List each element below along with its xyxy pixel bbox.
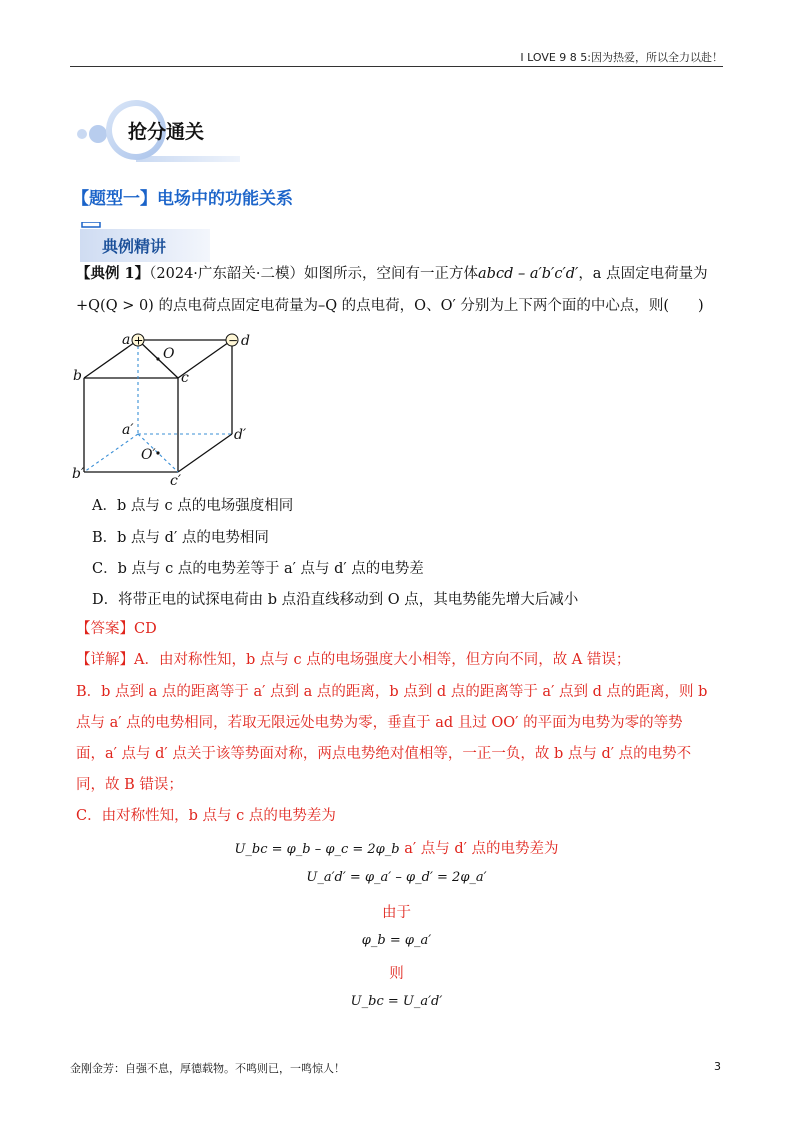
equation-1-tail: a′ 点与 d′ 点的电势差为 [399,841,559,857]
header-divider [70,66,723,67]
answer-line [76,619,157,639]
explanation-line-6: C．由对称性知，b 点与 c 点的电势差为 [76,808,336,824]
plus-charge-symbol: + [133,333,144,348]
section-banner [76,96,256,168]
question-line-1 [76,264,708,284]
question-line-2: +Q(Q > 0) 的点电荷点固定电荷量为–Q 的点电荷，O、O′ 分别为上下两个面的中心点，则( ) [76,298,704,314]
equation-2: U_a′d′ = φ_a′ – φ_d′ = 2φ_a′ [306,870,487,885]
page-footer: 金刚金芳：自强不息，厚德载物。不鸣则已，一鸣惊人！ [70,1062,345,1075]
equation-1: U_bc = φ_b – φ_c = 2φ_b [234,842,400,857]
label-c-prime: c′ [170,473,182,486]
label-O-prime: O′ [141,447,156,463]
label-a-prime: a′ [122,422,134,438]
page-number: 3 [714,1060,721,1073]
section-title: 【题型一】电场中的功能关系 [72,189,293,209]
cube-name: abcd – a′b′c′d′ [478,266,579,282]
banner-label: 抢分通关 [128,121,205,143]
option-d-key: D． [92,592,119,608]
equation-1-line [0,837,793,858]
label-b-prime: b′ [72,466,85,482]
option-d-text: 将带正电的试探电荷由 b 点沿直线移动到 O 点，其电势能先增大后减小 [118,592,579,608]
question-line1-rest: ，a 点固定电荷量为 [578,266,708,282]
option-b-key: B． [92,530,118,546]
option-a-key: A． [92,498,117,514]
explanation-line-2: B．b 点到 a 点的距离等于 a′ 点到 a 点的距离，b 点到 d 点的距离等于 a′ 点到 d 点的距离，则 b [76,684,708,700]
label-a: a [122,332,131,348]
explanation-line-5: 同，故 B 错误； [76,777,183,793]
question-source: （2024·广东韶关·二模）如图所示，空间有一正方体 [149,266,479,282]
cube-diagram [70,326,260,486]
example-box-graphic [80,222,210,262]
cube-figure [70,326,260,490]
option-c [92,557,424,578]
option-d [92,588,578,609]
option-c-text: b 点与 c 点的电势差等于 a′ 点与 d′ 点的电势差 [117,561,424,577]
equation-4: U_bc = U_a′d′ [350,994,443,1009]
word-then: 则 [389,966,404,982]
explanation-line-4: 面，a′ 点与 d′ 点关于该等势面对称，两点电势绝对值相等，一正一负，故 b 点与 d′ 点的电势不 [76,746,692,762]
equation-3: φ_b = φ_a′ [361,933,432,948]
label-c: c [181,370,189,386]
word-since: 由于 [382,905,411,921]
option-b [92,526,269,547]
label-O: O [163,346,175,362]
option-a-text: b 点与 c 点的电场强度相同 [116,498,294,514]
option-a [92,494,293,515]
question-tag: 【典例 1】 [76,265,150,282]
label-d: d [241,333,250,349]
explanation-line-3: 点与 a′ 点的电势相同，若取无限远处电势为零，垂直于 ad 且过 OO′ 的平面为电势为零的等势 [76,715,683,731]
option-b-text: b 点与 d′ 点的电势相同 [117,530,269,546]
explanation-text-1: A．由对称性知，b 点与 c 点的电场强度大小相等，但方向不同，故 A 错误； [134,652,631,668]
page-header: I LOVE 9 8 5:因为热爱，所以全力以赴！ [520,51,723,64]
explanation-line-1 [76,650,630,670]
label-b: b [73,368,82,384]
option-c-key: C． [92,561,118,577]
label-d-prime: d′ [234,427,247,443]
banner-graphic [76,96,256,168]
explanation-label: 【详解】 [76,652,134,668]
answer-label: 【答案】 [76,621,134,637]
answer-value: CD [134,621,157,637]
example-box-label: 典例精讲 [102,237,167,256]
example-label-box [80,222,210,262]
minus-charge-symbol: − [228,333,239,348]
